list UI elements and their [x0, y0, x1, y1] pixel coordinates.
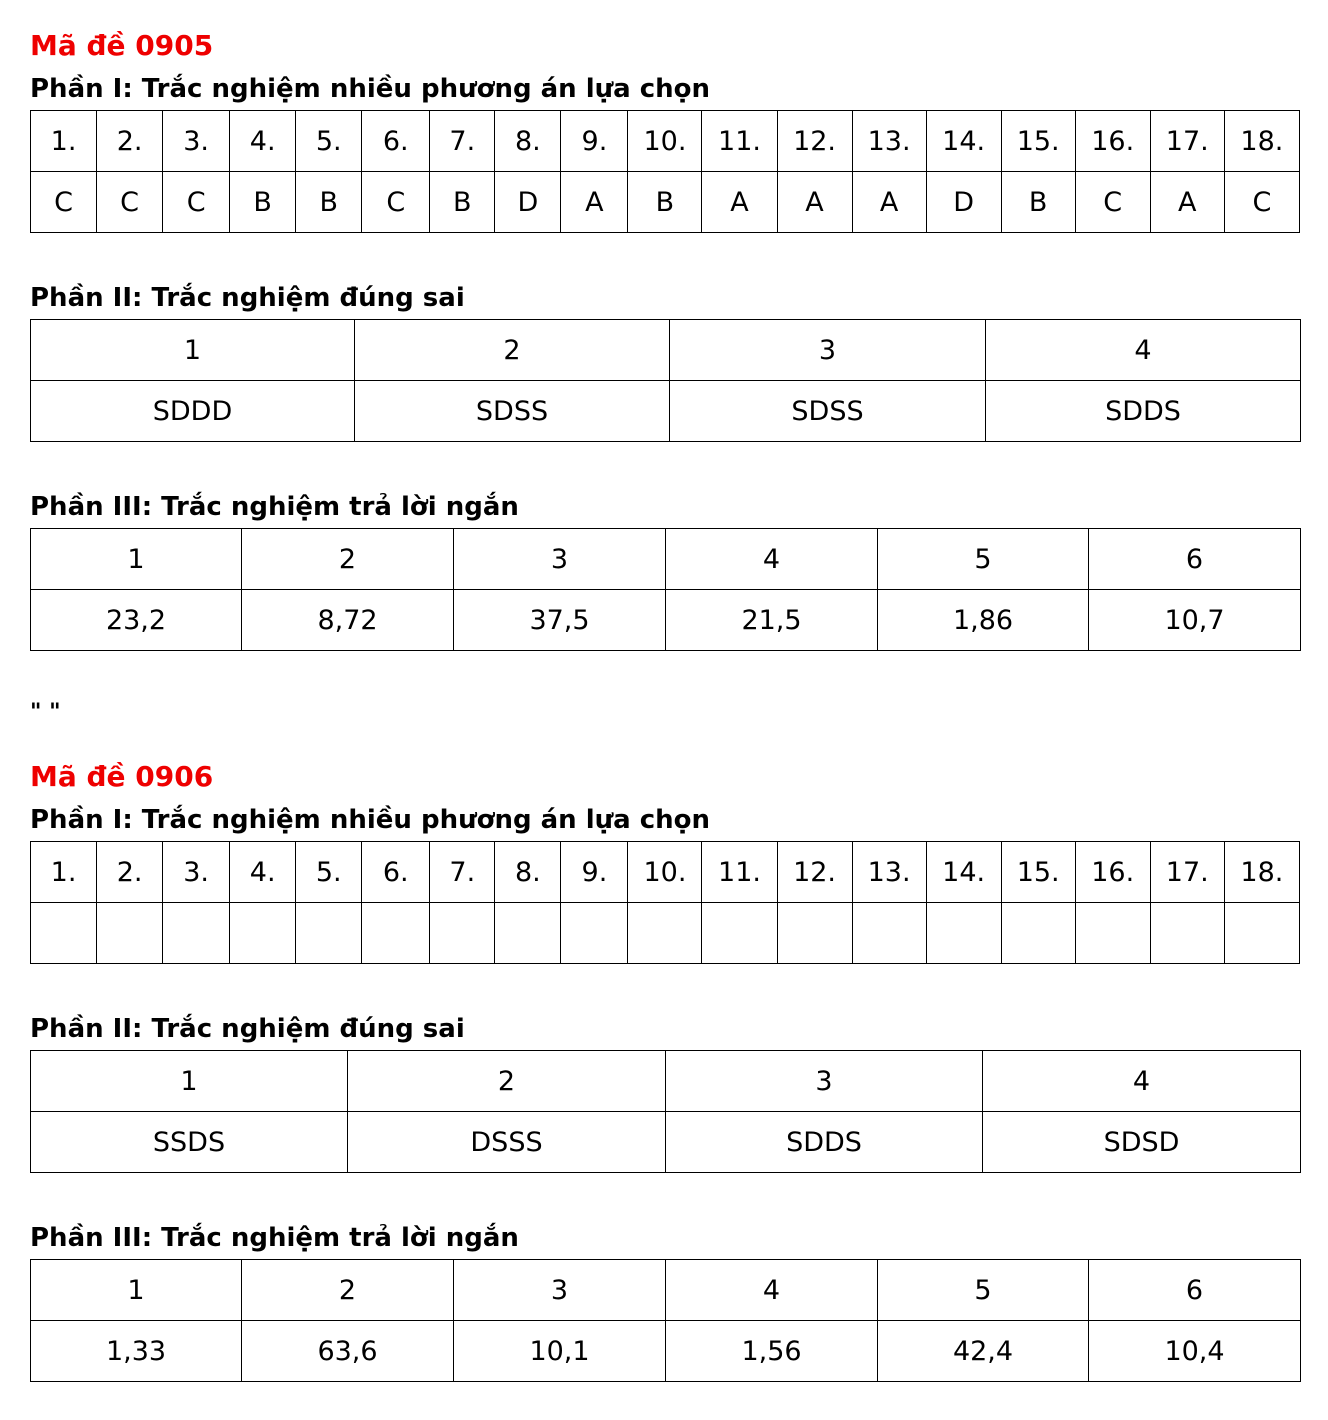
question-number-cell: 3 — [454, 529, 666, 590]
answer-cell — [561, 903, 628, 964]
answer-cell — [702, 903, 777, 964]
question-number-cell: 1. — [31, 111, 97, 172]
answer-cell: B — [1001, 172, 1075, 233]
question-number-row — [31, 1051, 1301, 1112]
answer-cell: C — [1075, 172, 1150, 233]
part2-answer-table — [30, 319, 1301, 442]
question-number-cell: 2 — [355, 320, 670, 381]
answer-cell: A — [702, 172, 777, 233]
answer-cell: 23,2 — [31, 590, 242, 651]
answer-cell: 1,56 — [666, 1321, 878, 1382]
question-number-cell: 6. — [362, 111, 430, 172]
answer-row — [31, 903, 1300, 964]
separator-quotes: " " — [30, 700, 61, 725]
answer-row — [31, 172, 1300, 233]
answer-row — [31, 590, 1301, 651]
question-number-cell: 7. — [430, 842, 495, 903]
answer-cell — [1075, 903, 1150, 964]
question-number-cell: 3. — [163, 111, 230, 172]
answer-cell: B — [430, 172, 495, 233]
answer-cell — [163, 903, 230, 964]
answer-cell: A — [777, 172, 852, 233]
answer-cell: A — [561, 172, 628, 233]
part3-heading: Phần III: Trắc nghiệm trả lời ngắn — [30, 492, 519, 522]
answer-cell: 1,86 — [878, 590, 1089, 651]
question-number-cell: 4. — [230, 111, 296, 172]
answer-cell: 42,4 — [878, 1321, 1089, 1382]
question-number-cell: 11. — [702, 842, 777, 903]
part3-answer-table — [30, 528, 1301, 651]
question-number-cell: 3 — [666, 1051, 983, 1112]
question-number-cell: 17. — [1150, 842, 1224, 903]
question-number-cell: 5. — [296, 842, 362, 903]
question-number-cell: 4 — [983, 1051, 1301, 1112]
question-number-cell: 18. — [1224, 842, 1299, 903]
question-number-cell: 4. — [230, 842, 296, 903]
answer-cell — [777, 903, 852, 964]
question-number-cell: 1 — [31, 1260, 242, 1321]
question-number-row — [31, 842, 1300, 903]
question-number-cell: 8. — [495, 111, 561, 172]
answer-cell: SDDS — [666, 1112, 983, 1173]
question-number-cell: 7. — [430, 111, 495, 172]
answer-cell: B — [628, 172, 702, 233]
answer-row — [31, 1321, 1301, 1382]
question-number-row — [31, 1260, 1301, 1321]
answer-cell — [495, 903, 561, 964]
question-number-cell: 1 — [31, 320, 355, 381]
question-number-cell: 6 — [1089, 1260, 1301, 1321]
question-number-cell: 5 — [878, 529, 1089, 590]
answer-cell — [97, 903, 163, 964]
answer-cell — [31, 903, 97, 964]
answer-cell — [628, 903, 702, 964]
answer-cell: B — [230, 172, 296, 233]
answer-cell: 10,1 — [454, 1321, 666, 1382]
question-number-cell: 9. — [561, 111, 628, 172]
question-number-cell: 1 — [31, 1051, 348, 1112]
answer-row — [31, 381, 1301, 442]
part2-answer-table — [30, 1050, 1301, 1173]
question-number-cell: 16. — [1075, 111, 1150, 172]
question-number-cell: 2 — [242, 529, 454, 590]
question-number-cell: 14. — [926, 111, 1001, 172]
question-number-cell: 6. — [362, 842, 430, 903]
answer-cell: C — [97, 172, 163, 233]
answer-cell: C — [1224, 172, 1299, 233]
question-number-cell: 15. — [1001, 842, 1075, 903]
question-number-cell: 13. — [852, 842, 926, 903]
question-number-cell: 18. — [1224, 111, 1299, 172]
question-number-cell: 12. — [777, 842, 852, 903]
question-number-cell: 17. — [1150, 111, 1224, 172]
question-number-cell: 14. — [926, 842, 1001, 903]
answer-cell: C — [362, 172, 430, 233]
answer-cell: A — [1150, 172, 1224, 233]
answer-cell: A — [852, 172, 926, 233]
question-number-cell: 15. — [1001, 111, 1075, 172]
question-number-cell: 11. — [702, 111, 777, 172]
part1-answer-table — [30, 110, 1300, 233]
answer-cell — [1001, 903, 1075, 964]
part1-heading: Phần I: Trắc nghiệm nhiều phương án lựa chọn — [30, 805, 711, 835]
question-number-cell: 13. — [852, 111, 926, 172]
answer-cell: 8,72 — [242, 590, 454, 651]
question-number-cell: 4 — [666, 529, 878, 590]
question-number-cell: 2 — [242, 1260, 454, 1321]
answer-cell: D — [495, 172, 561, 233]
question-number-cell: 4 — [666, 1260, 878, 1321]
answer-row — [31, 1112, 1301, 1173]
answer-cell: SDSS — [355, 381, 670, 442]
answer-cell: SDSS — [670, 381, 986, 442]
answer-cell: SDSD — [983, 1112, 1301, 1173]
part1-answer-table — [30, 841, 1300, 964]
exam-code-section-0906 — [30, 760, 1300, 794]
question-number-cell: 5 — [878, 1260, 1089, 1321]
question-number-cell: 10. — [628, 111, 702, 172]
answer-cell: 1,33 — [31, 1321, 242, 1382]
question-number-cell: 3 — [454, 1260, 666, 1321]
question-number-cell: 1. — [31, 842, 97, 903]
answer-cell: D — [926, 172, 1001, 233]
question-number-cell: 2 — [348, 1051, 666, 1112]
answer-cell: 37,5 — [454, 590, 666, 651]
answer-cell: 63,6 — [242, 1321, 454, 1382]
answer-cell: SSDS — [31, 1112, 348, 1173]
answer-cell: 10,4 — [1089, 1321, 1301, 1382]
exam-code-section-0905 — [30, 29, 1300, 63]
answer-cell — [852, 903, 926, 964]
answer-cell: C — [31, 172, 97, 233]
question-number-cell: 2. — [97, 842, 163, 903]
answer-cell: SDDD — [31, 381, 355, 442]
part2-heading: Phần II: Trắc nghiệm đúng sai — [30, 283, 465, 313]
answer-cell: SDDS — [986, 381, 1301, 442]
part2-heading: Phần II: Trắc nghiệm đúng sai — [30, 1014, 465, 1044]
answer-cell: C — [163, 172, 230, 233]
question-number-cell: 12. — [777, 111, 852, 172]
question-number-row — [31, 529, 1301, 590]
question-number-row — [31, 111, 1300, 172]
question-number-cell: 3. — [163, 842, 230, 903]
answer-cell — [362, 903, 430, 964]
answer-cell — [1150, 903, 1224, 964]
question-number-cell: 4 — [986, 320, 1301, 381]
part3-heading: Phần III: Trắc nghiệm trả lời ngắn — [30, 1223, 519, 1253]
question-number-cell: 8. — [495, 842, 561, 903]
answer-cell: B — [296, 172, 362, 233]
question-number-row — [31, 320, 1301, 381]
answer-cell — [926, 903, 1001, 964]
question-number-cell: 6 — [1089, 529, 1301, 590]
question-number-cell: 3 — [670, 320, 986, 381]
exam-code-title: Mã đề 0905 — [30, 29, 214, 62]
question-number-cell: 2. — [97, 111, 163, 172]
answer-cell — [430, 903, 495, 964]
part1-heading: Phần I: Trắc nghiệm nhiều phương án lựa chọn — [30, 74, 711, 104]
question-number-cell: 16. — [1075, 842, 1150, 903]
answer-cell: DSSS — [348, 1112, 666, 1173]
question-number-cell: 1 — [31, 529, 242, 590]
question-number-cell: 10. — [628, 842, 702, 903]
answer-cell — [230, 903, 296, 964]
part3-answer-table — [30, 1259, 1301, 1382]
answer-cell — [1224, 903, 1299, 964]
answer-cell — [296, 903, 362, 964]
answer-cell: 21,5 — [666, 590, 878, 651]
exam-code-title: Mã đề 0906 — [30, 760, 214, 793]
question-number-cell: 9. — [561, 842, 628, 903]
answer-cell: 10,7 — [1089, 590, 1301, 651]
question-number-cell: 5. — [296, 111, 362, 172]
